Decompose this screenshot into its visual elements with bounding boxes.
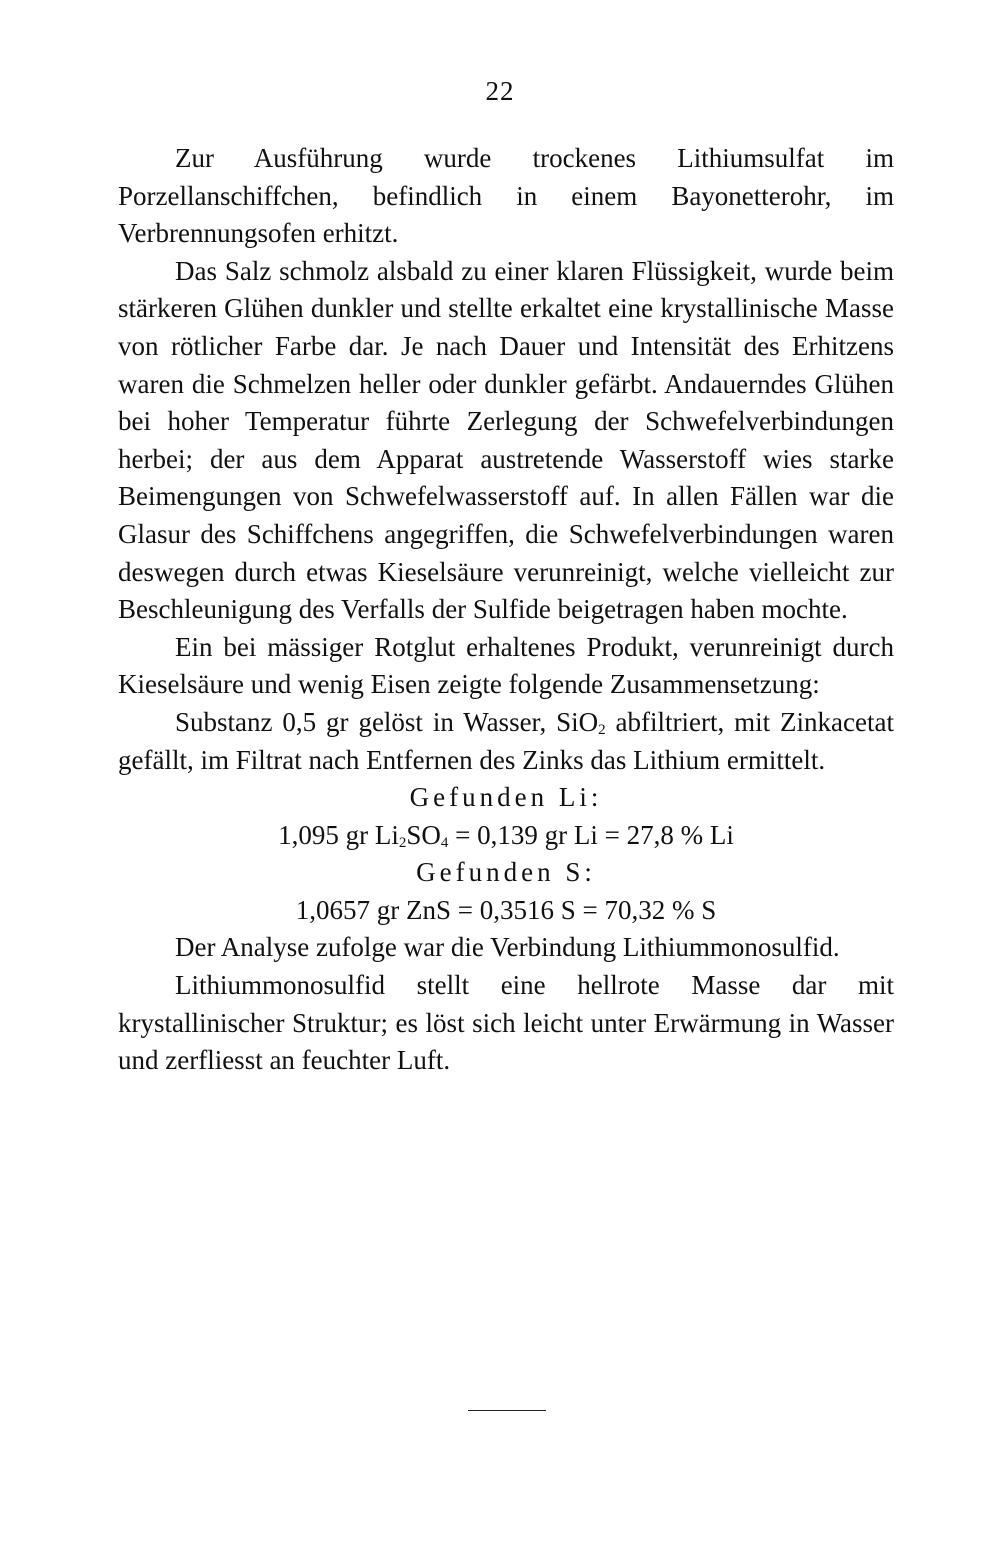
- paragraph-4: [118, 704, 894, 779]
- paragraph-1: Zur Ausführung wurde trockenes Lithiumsulfat im Porzellanschiffchen, befindlich in einem Bayonetterohr, im Verbrennungsofen erhitzt.: [118, 143, 894, 249]
- paragraph-2: Das Salz schmolz alsbald zu einer klaren Flüssigkeit, wurde beim stärkeren Glühen dunkler und stellte erkaltet eine krystallinische Masse von rötlicher Farbe dar. Je nach Dauer und Intensität des Erhitzens waren die Schmelzen heller oder dunkler gefärbt. Andauerndes Glühen bei hoher Temperatur führte Zerlegung der Schwefelverbindungen herbei; der aus dem Apparat austretende Wasserstoff wies starke Beimengungen von Schwefelwasserstoff auf. In allen Fällen war die Glasur des Schiffchens angegriffen, die Schwefelverbindungen waren deswegen durch etwas Kieselsäure verunreinigt, welche vielleicht zur Beschleunigung des Verfalls der Sulfide beigetragen haben mochte.: [118, 255, 894, 625]
- body-text: [118, 140, 894, 1080]
- paragraph-5: Der Analyse zufolge war die Verbindung Lithiummonosulfid.: [175, 932, 840, 963]
- result-s-heading: Gefunden S:: [416, 857, 596, 888]
- result-li-subscript-2: 4: [440, 834, 449, 851]
- paragraph-4-text-a: Substanz 0,5 gr gelöst in Wasser, SiO: [175, 706, 599, 737]
- result-li-text-a: 1,095 gr Li: [278, 819, 399, 850]
- result-li-heading: Gefunden Li:: [409, 782, 603, 813]
- paragraph-4-subscript: 2: [598, 721, 606, 738]
- result-li-text-c: = 0,139 gr Li = 27,8 % Li: [448, 819, 734, 850]
- paragraph-6: Lithiummonosulfid stellt eine hellrote Masse dar mit krystallinischer Struktur; es löst sich leicht unter Erwärmung in Wasser und zerfliesst an feuchter Luft.: [118, 970, 894, 1076]
- result-li-subscript-1: 2: [398, 834, 407, 851]
- paragraph-3: Ein bei mässiger Rotglut erhaltenes Produkt, verunreinigt durch Kieselsäure und wenig Eisen zeigte folgende Zusammensetzung:: [118, 631, 894, 700]
- page-number: 22: [485, 76, 515, 106]
- end-rule: [468, 1410, 546, 1411]
- result-li-text-b: SO: [406, 819, 441, 850]
- result-li-line: [118, 817, 894, 855]
- paragraph-4-text-b: abfiltriert, mit Zinkacetat gefällt, im Filtrat nach Entfernen des Zinks das Lithium ermittelt.: [118, 706, 894, 775]
- result-s-line: 1,0657 gr ZnS = 0,3516 S = 70,32 % S: [295, 894, 717, 925]
